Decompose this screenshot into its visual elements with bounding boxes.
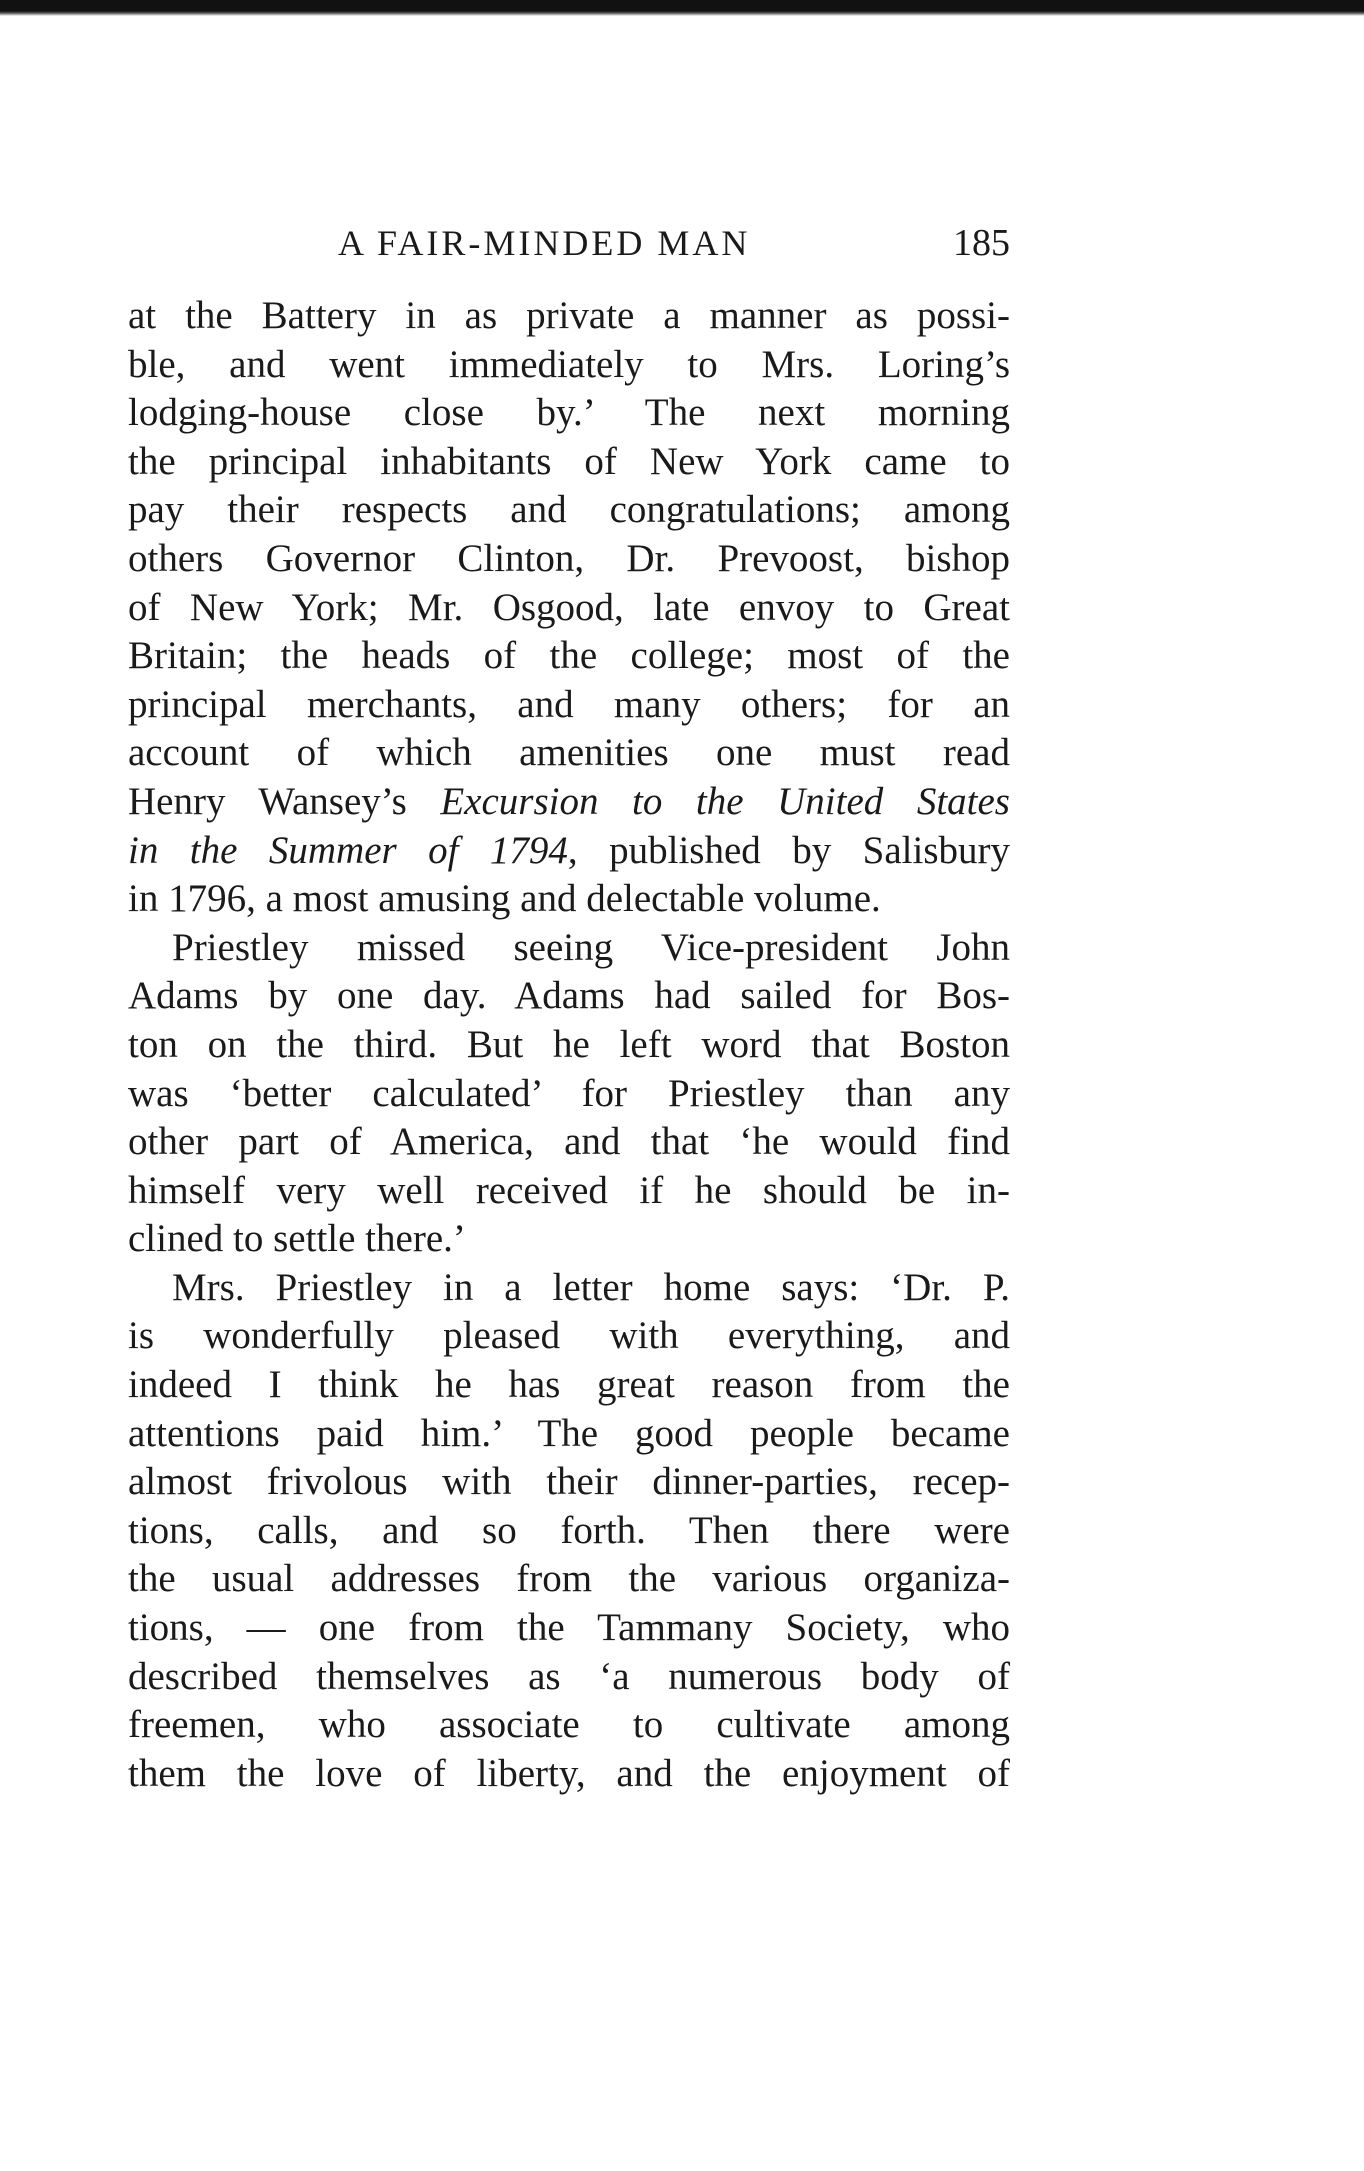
text-line: in 1796, a most amusing and delectable volume.: [128, 877, 881, 921]
text-line: freemen, who associate to cultivate among: [128, 1703, 1010, 1747]
text-line: tions, calls, and so forth. Then there were: [128, 1508, 1010, 1552]
book-title-italic: Excursion to the United States: [440, 779, 1010, 823]
text-line-with-italic-title: [128, 827, 1010, 876]
text-line: ble, and went immediately to Mrs. Loring’s: [128, 342, 1010, 386]
text-line: Mrs. Priestley in a letter home says: ‘Dr. P.: [172, 1265, 1010, 1309]
text-line: of New York; Mr. Osgood, late envoy to Great: [128, 585, 1010, 629]
text-line: described themselves as ‘a numerous body of: [128, 1654, 1010, 1698]
book-title-italic: in the Summer of 1794: [128, 828, 568, 872]
text-line: at the Battery in as private a manner as possi-: [128, 294, 1010, 337]
text-line: Priestley missed seeing Vice-president John: [172, 925, 1010, 969]
line-text-after: , published by Salisbury: [567, 828, 1010, 872]
text-line: Britain; the heads of the college; most of the: [128, 634, 1010, 678]
running-head: [128, 218, 1010, 268]
text-line: was ‘better calculated’ for Priestley than any: [128, 1071, 1010, 1115]
text-line: others Governor Clinton, Dr. Prevoost, bishop: [128, 536, 1010, 580]
line-text-before: Henry Wansey’s: [128, 779, 441, 823]
text-line: lodging-house close by.’ The next morning: [128, 391, 1010, 435]
text-line: clined to settle there.’: [128, 1217, 466, 1261]
text-line-with-italic-title: [128, 778, 1010, 827]
text-line: indeed I think he has great reason from the: [128, 1363, 1010, 1407]
paragraph-2: [128, 924, 1010, 1264]
text-line: account of which amenities one must read: [128, 731, 1010, 775]
text-line: principal merchants, and many others; for an: [128, 682, 1010, 726]
text-line: ton on the third. But he left word that Boston: [128, 1022, 1010, 1066]
text-line: other part of America, and that ‘he would find: [128, 1120, 1010, 1164]
text-line: is wonderfully pleased with everything, and: [128, 1314, 1010, 1358]
body-text: [128, 292, 1010, 1798]
paragraph-1: [128, 292, 1010, 924]
page-number: 185: [953, 222, 1010, 264]
text-line: pay their respects and congratulations; among: [128, 488, 1010, 532]
text-line: the principal inhabitants of New York came to: [128, 439, 1010, 483]
page-top-edge: [0, 0, 1364, 16]
text-line: almost frivolous with their dinner-parties, recep-: [128, 1460, 1010, 1504]
text-line: the usual addresses from the various organiza-: [128, 1557, 1010, 1601]
text-line: attentions paid him.’ The good people became: [128, 1411, 1010, 1455]
paragraph-3: [128, 1264, 1010, 1799]
text-line: tions, — one from the Tammany Society, who: [128, 1606, 1010, 1650]
text-line: them the love of liberty, and the enjoyment of: [128, 1751, 1010, 1795]
text-line: Adams by one day. Adams had sailed for Bos-: [128, 974, 1010, 1018]
text-line: himself very well received if he should be in-: [128, 1168, 1010, 1212]
running-head-title: A FAIR-MINDED MAN: [338, 223, 751, 263]
